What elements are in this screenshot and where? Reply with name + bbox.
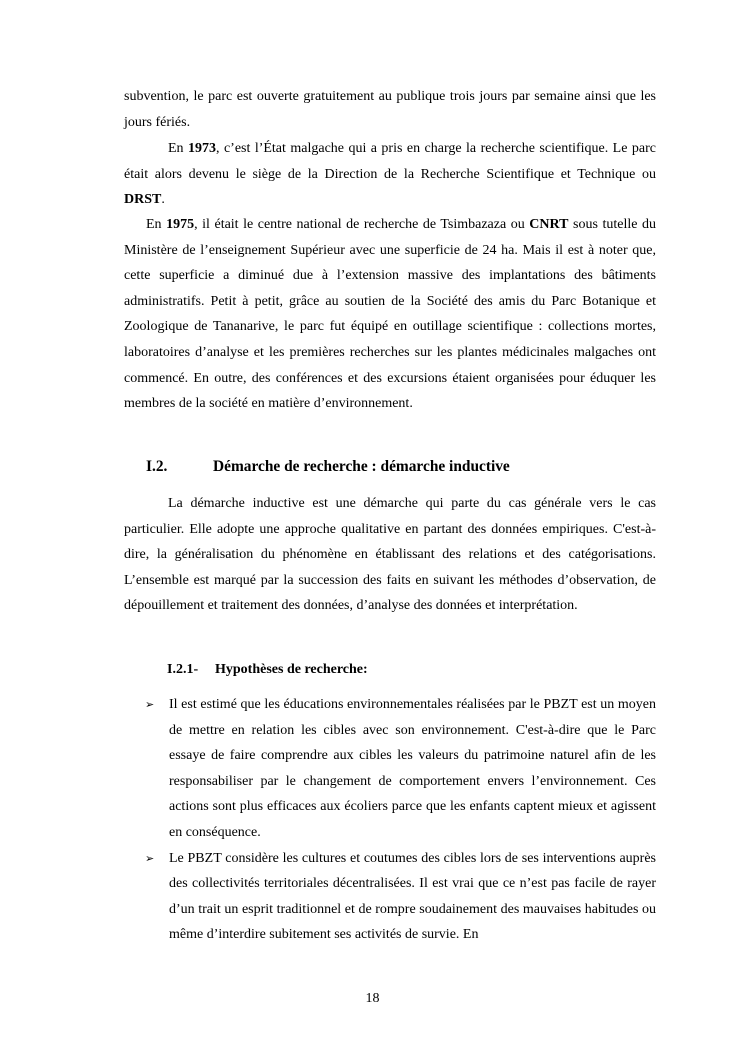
list-item — [145, 692, 656, 846]
paragraph-text: , il était le centre national de recherche de Tsimbazaza ou — [194, 217, 530, 232]
subsection-title: Hypothèses de recherche: — [215, 662, 368, 677]
paragraph-1975 — [124, 212, 656, 417]
year-1973: 1973 — [188, 141, 216, 156]
subsection-number: I.2.1- — [167, 662, 199, 677]
paragraph-text: En — [146, 217, 167, 232]
paragraph-demarche-inductive — [124, 491, 656, 619]
hypotheses-list — [145, 692, 656, 948]
arrow-bullet-icon: ➢ — [145, 698, 155, 711]
subsection-heading — [167, 662, 368, 678]
section-number: I.2. — [146, 458, 168, 475]
paragraph-1973 — [124, 136, 656, 213]
paragraph-text: . — [161, 192, 165, 208]
acronym-drst: DRST — [124, 192, 162, 208]
acronym-cnrt: CNRT — [529, 217, 569, 232]
paragraph-text: La démarche inductive est une démarche qui parte du cas générale vers le cas particulier. Elle adopte une approche qualitative en partant des données empiriques. C'est-à-dire, la généralisation du phénomène en établissant des relations et des catégorisations. L’ensemble est marqué par la succession des faits en suivant les méthodes d’observation, de dépouillement et traitement des données, d’analyse des données et interprétation. — [124, 496, 656, 614]
list-item — [145, 846, 656, 948]
year-1975: 1975 — [166, 217, 195, 232]
page-number: 18 — [365, 991, 380, 1006]
list-item-text: Le PBZT considère les cultures et coutumes des cibles lors de ses interventions auprès des collectivités territoriales décentralisées. Il est vrai que ce n’est pas facile de rayer d’un trait un esprit traditionnel et de rompre soudainement des mauvaises habitudes ou même d’interdire subitement ses activités de survie. En — [169, 850, 656, 943]
paragraph-text: sous tutelle du Ministère de l’enseignement Supérieur avec une superficie de 24 ha. Mais il est à noter que, cette superficie a diminué due à l’extension massive des implantations des bâtiments administratifs. Petit à petit, grâce au soutien de la Société des amis du Parc Botanique et Zoologique de Tananarive, le parc fut équipé en outillage scientifique : collections mortes, laboratoires d’analyse et les premières recherches sur les plantes médicinales malgaches ont commencé. En outre, des conférences et des excursions étaient organisées pour éduquer les membres de la société en matière d’environnement. — [124, 217, 656, 412]
paragraph-text: subvention, le parc est ouverte gratuitement au publique trois jours par semaine ainsi que les jours fériés. — [124, 89, 656, 130]
section-heading — [146, 458, 510, 476]
list-item-text: Il est estimé que les éducations environnementales réalisées par le PBZT est un moyen de mettre en relation les cibles avec son environnement. C'est-à-dire que le Parc essaye de faire comprendre aux cibles les valeurs du patrimoine naturel afin de les responsabiliser par le changement de comportement envers l’environnement. Ces actions sont plus efficaces aux écoliers parce que les enfants captent mieux et agissent en conséquence. — [169, 697, 656, 840]
arrow-bullet-icon: ➢ — [145, 851, 155, 865]
paragraph-text: , c’est l’État malgache qui a pris en charge la recherche scientifique. Le parc était alors devenu le siège de la Direction de la Recherche Scientifique et Technique ou — [124, 141, 656, 182]
paragraph-subvention — [124, 84, 656, 135]
section-title: Démarche de recherche : démarche inductive — [213, 458, 510, 475]
paragraph-text: En — [168, 141, 188, 156]
